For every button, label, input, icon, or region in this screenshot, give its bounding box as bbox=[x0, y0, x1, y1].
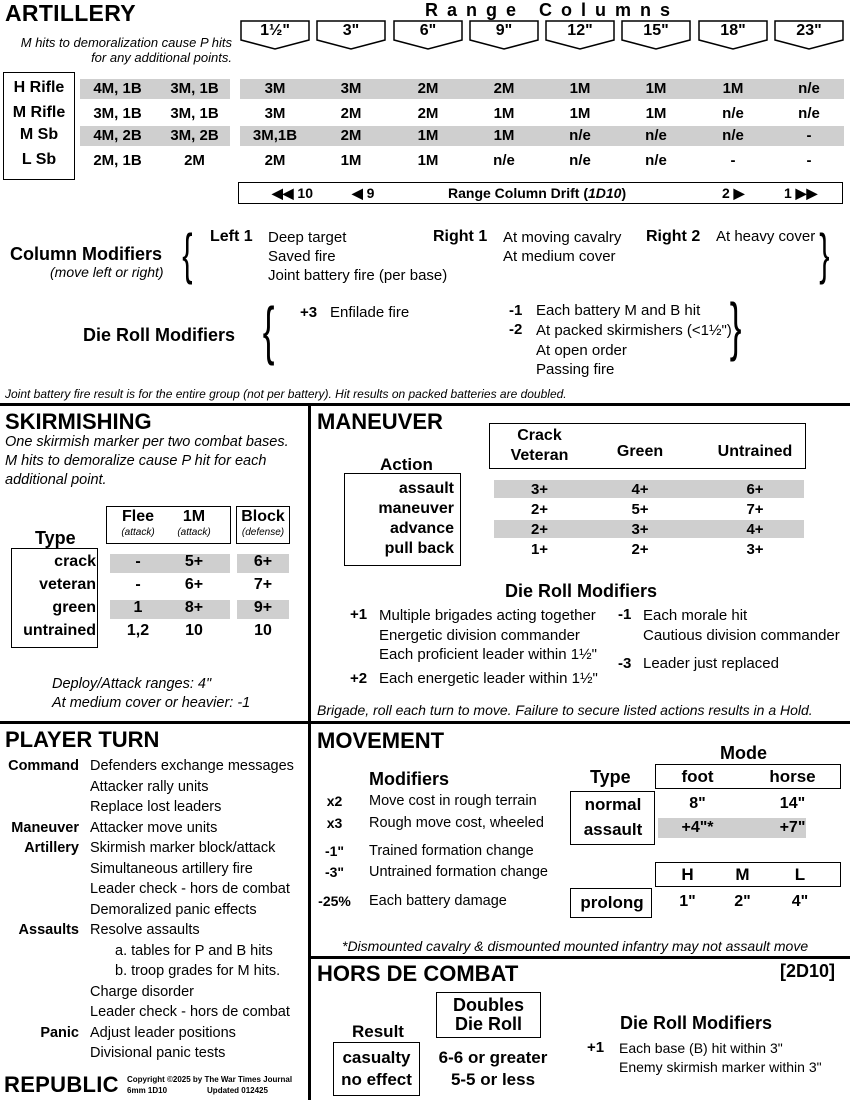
skirmish-type-label: veteran bbox=[39, 576, 96, 593]
artillery-cell: 1M bbox=[417, 127, 439, 144]
skirmish-cell: 1 bbox=[133, 599, 143, 616]
artillery-cell: - bbox=[730, 152, 736, 169]
artillery-cell: n/e bbox=[645, 152, 667, 169]
range-column-label: 6" bbox=[419, 22, 437, 39]
drm-minus2: -2 bbox=[509, 321, 523, 338]
movement-footnote: *Dismounted cavalry & dismounted mounted infantry may not assault move bbox=[342, 938, 809, 954]
hml-m: M bbox=[735, 865, 750, 884]
artillery-row-label: H Rifle bbox=[13, 79, 65, 96]
maneuver-col-green: Green bbox=[616, 443, 664, 460]
artillery-cell: 1M bbox=[569, 105, 591, 122]
man-drm-plus2-item: Each energetic leader within 1½" bbox=[379, 670, 598, 687]
maneuver-cell: 4+ bbox=[631, 481, 649, 498]
drift-left-10: ◀◀ 10 bbox=[272, 185, 313, 201]
skirmish-col-head: Flee bbox=[121, 508, 154, 525]
artillery-cell: 2M bbox=[264, 152, 286, 169]
skirmish-col-sub: (defense) bbox=[241, 527, 285, 538]
range-column-label: 3" bbox=[342, 22, 360, 39]
skirmish-col-head: 1M bbox=[182, 508, 206, 525]
drm-brace-left: { bbox=[262, 294, 275, 366]
assault-foot: +4"* bbox=[681, 819, 714, 836]
artillery-cell: n/e bbox=[722, 127, 744, 144]
maneuver-cell: 2+ bbox=[631, 541, 649, 558]
player-turn-step: Defenders exchange messages bbox=[90, 758, 294, 774]
player-turn-phase: Maneuver bbox=[11, 819, 79, 836]
artillery-cell: 2M bbox=[417, 105, 439, 122]
maneuver-cell: 2+ bbox=[530, 501, 549, 518]
artillery-cell: n/e bbox=[493, 152, 515, 169]
divider-h3 bbox=[310, 956, 850, 959]
prolong-h: 1" bbox=[679, 893, 696, 910]
brace-right: } bbox=[819, 222, 830, 285]
man-drm-minus1: -1 bbox=[618, 606, 632, 623]
artillery-cell: n/e bbox=[569, 127, 591, 144]
artillery-cell: n/e bbox=[645, 127, 667, 144]
normal-foot: 8" bbox=[689, 795, 706, 812]
left1-items: Deep target Saved fire Joint battery fire (per base) bbox=[268, 229, 448, 284]
range-column-label: 12" bbox=[567, 22, 593, 39]
type-prolong: prolong bbox=[580, 893, 644, 912]
right1-label: Right 1 bbox=[433, 228, 488, 245]
range-column-label: 15" bbox=[643, 22, 669, 39]
player-turn-step: Attacker move units bbox=[90, 819, 218, 836]
artillery-cell: 1M bbox=[645, 80, 667, 97]
man-drm-plus2: +2 bbox=[350, 670, 368, 687]
artillery-cell: 1M bbox=[493, 127, 515, 144]
hml-l: L bbox=[794, 865, 806, 884]
player-turn-step: Demoralized panic effects bbox=[90, 901, 257, 918]
skirmishing-desc: One skirmish marker per two combat bases. M hits to demoralize cause P hit for each additional point. bbox=[5, 434, 289, 488]
drm-brace-right: } bbox=[729, 290, 742, 362]
range-column-1 bbox=[316, 20, 386, 46]
skirmish-type-label: untrained bbox=[23, 622, 96, 639]
artillery-cell: 3M bbox=[340, 80, 362, 97]
movement-title: MOVEMENT bbox=[317, 728, 445, 753]
hml-h: H bbox=[681, 865, 694, 884]
maneuver-col-untrained: Untrained bbox=[717, 443, 793, 460]
right2-items: At heavy cover bbox=[716, 228, 816, 245]
normal-horse: 14" bbox=[779, 795, 806, 812]
artillery-cell: 1M bbox=[569, 80, 591, 97]
drm-minus1: -1 bbox=[509, 302, 523, 319]
hors-plus1: +1 bbox=[587, 1039, 605, 1056]
artillery-cell: 4M, 1B bbox=[93, 80, 142, 97]
maneuver-cell: 7+ bbox=[746, 501, 764, 518]
drm-plus3: +3 bbox=[300, 304, 318, 321]
divider-v bbox=[308, 403, 311, 1100]
player-turn-step: a. tables for P and B hits bbox=[115, 942, 273, 959]
skirmish-cell: 5+ bbox=[184, 553, 204, 570]
skirmish-type-label: green bbox=[52, 599, 96, 616]
artillery-cell: n/e bbox=[798, 105, 820, 122]
range-column-2 bbox=[393, 20, 463, 46]
player-turn-step: b. troop grades for M hits. bbox=[115, 963, 281, 979]
skirmish-notes: Deploy/Attack ranges: 4" At medium cover or heavier: -1 bbox=[52, 676, 251, 711]
player-turn-step: Divisional panic tests bbox=[90, 1045, 226, 1061]
artillery-cell: 1M bbox=[417, 152, 439, 169]
maneuver-cell: 2+ bbox=[530, 521, 549, 538]
artillery-row-label: M Rifle bbox=[12, 104, 66, 121]
column-modifiers-title: Column Modifiers bbox=[10, 244, 162, 264]
drift-right-2: 2 ▶ bbox=[722, 185, 745, 201]
drm-plus3-item: Enfilade fire bbox=[330, 304, 410, 321]
artillery-drm-title: Die Roll Modifiers bbox=[83, 325, 236, 345]
prolong-m: 2" bbox=[734, 893, 751, 910]
player-turn-step: Resolve assaults bbox=[90, 922, 200, 938]
player-turn-step: Simultaneous artillery fire bbox=[90, 860, 253, 877]
skirmish-cell: 6+ bbox=[184, 576, 204, 593]
artillery-cell: 4M, 2B bbox=[93, 127, 142, 144]
hors-results: casualty no effect bbox=[341, 1048, 412, 1089]
artillery-cell: 1M bbox=[340, 152, 362, 169]
artillery-cell: - bbox=[806, 127, 812, 144]
artillery-cell: 3M, 2B bbox=[170, 127, 219, 144]
skirmish-cell: 8+ bbox=[184, 599, 204, 616]
assault-horse: +7" bbox=[779, 819, 806, 836]
maneuver-action-label: advance bbox=[389, 520, 454, 537]
player-turn-step: Replace lost leaders bbox=[90, 799, 222, 815]
mode-horse: horse bbox=[769, 767, 816, 786]
right2-label: Right 2 bbox=[646, 228, 701, 245]
skirmish-type-label: Type bbox=[35, 528, 76, 548]
player-turn-phase: Panic bbox=[40, 1024, 79, 1041]
hors-dice: [2D10] bbox=[780, 961, 836, 981]
artillery-cell: n/e bbox=[569, 152, 591, 169]
drm-minus2-items: At packed skirmishers (<1½") At open order Passing fire bbox=[536, 322, 732, 378]
artillery-row-label: M Sb bbox=[19, 126, 59, 143]
movement-mod-key: x2 bbox=[326, 793, 343, 809]
movement-mod-key: -3" bbox=[324, 864, 345, 880]
right1-items: At moving cavalry At medium cover bbox=[503, 229, 622, 265]
maneuver-cell: 4+ bbox=[746, 521, 764, 538]
maneuver-title: MANEUVER bbox=[317, 409, 443, 434]
maneuver-footnote: Brigade, roll each turn to move. Failure to secure listed actions results in a Hold. bbox=[317, 702, 813, 718]
drift-label: Range Column Drift (1D10) bbox=[448, 185, 627, 201]
hors-values: 6-6 or greater 5-5 or less bbox=[438, 1048, 548, 1089]
prolong-l: 4" bbox=[791, 893, 809, 910]
movement-mod-text: Each battery damage bbox=[369, 893, 507, 909]
maneuver-col-crack-veteran: Crack Veteran bbox=[510, 427, 569, 464]
type-normal: normal bbox=[584, 795, 642, 814]
artillery-footnote: Joint battery fire result is for the entire group (not per battery). Hit results on packed batteries are doubled. bbox=[5, 387, 567, 401]
mode-foot: foot bbox=[681, 767, 714, 786]
drift-right-1: 1 ▶▶ bbox=[784, 185, 818, 201]
brace-left: { bbox=[182, 222, 193, 285]
skirmishing-title: SKIRMISHING bbox=[5, 409, 152, 434]
player-turn-phase: Artillery bbox=[24, 840, 79, 856]
maneuver-cell: 3+ bbox=[631, 521, 649, 538]
artillery-cell: 3M, 1B bbox=[170, 80, 219, 97]
skirmish-cell: 7+ bbox=[253, 576, 273, 593]
range-column-4 bbox=[545, 20, 615, 46]
artillery-cell: - bbox=[806, 152, 812, 169]
maneuver-cell: 5+ bbox=[631, 501, 649, 518]
maneuver-action-label: Action bbox=[380, 455, 433, 474]
player-turn-step: Leader check - hors de combat bbox=[90, 1004, 290, 1020]
artillery-cell: 3M bbox=[264, 80, 286, 97]
copyright: Copyright ©2025 by The War Times Journal 6mm 1D10 Updated 012425 bbox=[127, 1075, 293, 1095]
artillery-cell: 2M bbox=[184, 152, 205, 169]
skirmish-cell: 10 bbox=[185, 622, 203, 639]
man-drm-plus1-items: Multiple brigades acting together Energetic division commander Each proficient leader within 1½" bbox=[379, 607, 597, 663]
artillery-cell: 2M bbox=[340, 105, 362, 122]
artillery-cell: 2M bbox=[493, 80, 515, 97]
skirmish-cell: 9+ bbox=[253, 599, 273, 616]
artillery-title: ARTILLERY bbox=[5, 0, 136, 26]
artillery-cell: 1M bbox=[493, 105, 515, 122]
skirmish-cell: 1,2 bbox=[126, 622, 150, 639]
artillery-cell: 1M bbox=[722, 80, 744, 97]
maneuver-action-label: pull back bbox=[384, 540, 454, 557]
skirmish-col-sub: (attack) bbox=[177, 527, 211, 538]
drift-left-9: ◀ 9 bbox=[352, 185, 375, 201]
drm-minus1-item: Each battery M and B hit bbox=[536, 302, 701, 319]
doubles-die-roll: Doubles Die Roll bbox=[452, 995, 524, 1034]
man-drm-plus1: +1 bbox=[350, 606, 368, 623]
movement-mod-text: Move cost in rough terrain bbox=[369, 793, 537, 809]
player-turn-step: Charge disorder bbox=[90, 983, 194, 1000]
maneuver-action-label: assault bbox=[398, 480, 454, 497]
artillery-cell: 3M,1B bbox=[252, 127, 298, 144]
range-column-label: 18" bbox=[720, 22, 746, 39]
maneuver-cell: 6+ bbox=[746, 481, 764, 498]
man-drm-minus1-items: Each morale hit Cautious division commander bbox=[643, 607, 840, 644]
movement-modifiers-title: Modifiers bbox=[369, 769, 450, 789]
divider-h2 bbox=[0, 721, 850, 724]
man-drm-minus3: -3 bbox=[618, 655, 632, 672]
range-columns-title: Range Columns bbox=[425, 0, 680, 20]
range-column-3 bbox=[469, 20, 539, 46]
player-turn-step: Adjust leader positions bbox=[90, 1024, 236, 1041]
range-column-7 bbox=[774, 20, 844, 46]
player-turn-phase: Command bbox=[8, 758, 79, 774]
range-column-6 bbox=[698, 20, 768, 46]
artillery-cell: n/e bbox=[722, 105, 744, 122]
movement-mod-text: Untrained formation change bbox=[369, 864, 548, 880]
skirmish-col-sub: (attack) bbox=[121, 527, 155, 538]
range-column-label: 9" bbox=[495, 22, 513, 39]
skirmish-col-head: Block bbox=[241, 508, 285, 525]
skirmish-cell: 10 bbox=[254, 622, 272, 639]
movement-mod-text: Trained formation change bbox=[369, 843, 534, 859]
divider-h1 bbox=[0, 403, 850, 406]
player-turn-phase: Assaults bbox=[18, 922, 79, 938]
movement-mod-text: Rough move cost, wheeled bbox=[369, 815, 544, 831]
hors-result-label: Result bbox=[352, 1022, 404, 1041]
hors-title: HORS DE COMBAT bbox=[317, 961, 519, 986]
maneuver-action-label: maneuver bbox=[378, 500, 454, 517]
player-turn-step: Leader check - hors de combat bbox=[90, 881, 290, 897]
movement-mod-key: x3 bbox=[326, 815, 343, 831]
maneuver-drm-title: Die Roll Modifiers bbox=[505, 581, 658, 601]
range-column-label: 1½" bbox=[260, 22, 290, 39]
range-column-5 bbox=[621, 20, 691, 46]
player-turn-step: Skirmish marker block/attack bbox=[90, 840, 276, 856]
skirmish-cell: - bbox=[135, 553, 141, 570]
artillery-note: M hits to demoralization cause P hits for any additional points. bbox=[20, 35, 232, 65]
left1-label: Left 1 bbox=[210, 228, 253, 245]
skirmish-cell: 6+ bbox=[253, 553, 273, 570]
republic-title: REPUBLIC bbox=[4, 1072, 119, 1097]
maneuver-cell: 3+ bbox=[530, 481, 549, 498]
range-column-label: 23" bbox=[796, 22, 822, 39]
artillery-cell: 3M bbox=[264, 105, 286, 122]
hors-drm-items: Each base (B) hit within 3" Enemy skirmish marker within 3" bbox=[619, 1040, 822, 1075]
skirmish-cell: - bbox=[135, 576, 141, 593]
movement-mod-key: -1" bbox=[324, 843, 345, 859]
artillery-cell: 3M, 1B bbox=[170, 105, 219, 122]
artillery-cell: 2M bbox=[340, 127, 362, 144]
movement-mod-key: -25% bbox=[318, 893, 351, 909]
man-drm-minus3-item: Leader just replaced bbox=[643, 655, 779, 672]
artillery-cell: 2M, 1B bbox=[93, 152, 142, 169]
artillery-cell: 3M, 1B bbox=[93, 105, 142, 122]
column-modifiers-sub: (move left or right) bbox=[50, 264, 164, 280]
artillery-cell: n/e bbox=[798, 80, 820, 97]
artillery-cell: 2M bbox=[417, 80, 439, 97]
movement-type-label: Type bbox=[590, 767, 631, 787]
maneuver-cell: 1+ bbox=[530, 541, 549, 558]
range-column-0 bbox=[240, 20, 310, 46]
skirmish-type-label: crack bbox=[54, 553, 96, 570]
movement-mode-label: Mode bbox=[720, 743, 767, 763]
artillery-row-label: L Sb bbox=[21, 151, 57, 168]
artillery-cell: 1M bbox=[645, 105, 667, 122]
player-turn-step: Attacker rally units bbox=[90, 778, 209, 795]
hors-drm-title: Die Roll Modifiers bbox=[620, 1013, 773, 1033]
player-turn-title: PLAYER TURN bbox=[5, 727, 160, 752]
type-assault: assault bbox=[583, 820, 643, 839]
maneuver-cell: 3+ bbox=[746, 541, 764, 558]
